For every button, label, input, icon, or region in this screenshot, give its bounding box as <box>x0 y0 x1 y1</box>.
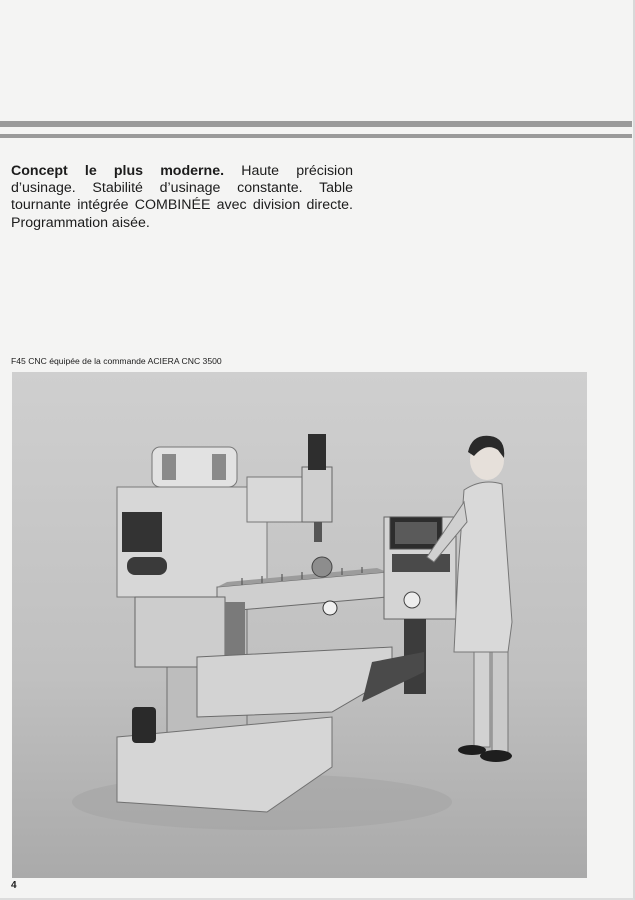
intro-text: Haute précision d’usinage. Stabilité d’usinage constante. Table tournante intégrée COMBINÉE avec division directe. Programmation aisée. <box>11 163 353 231</box>
intro-lead: Concept le plus moderne. <box>11 163 225 179</box>
figure-caption: F45 CNC équipée de la commande ACIERA CNC 3500 <box>11 356 222 366</box>
machine-photo <box>12 372 587 878</box>
header-rule-top <box>0 121 632 127</box>
intro-paragraph <box>11 163 353 232</box>
header-rule-bottom <box>0 134 632 138</box>
machine-photo-illustration <box>12 372 587 878</box>
page-number: 4 <box>11 880 17 891</box>
